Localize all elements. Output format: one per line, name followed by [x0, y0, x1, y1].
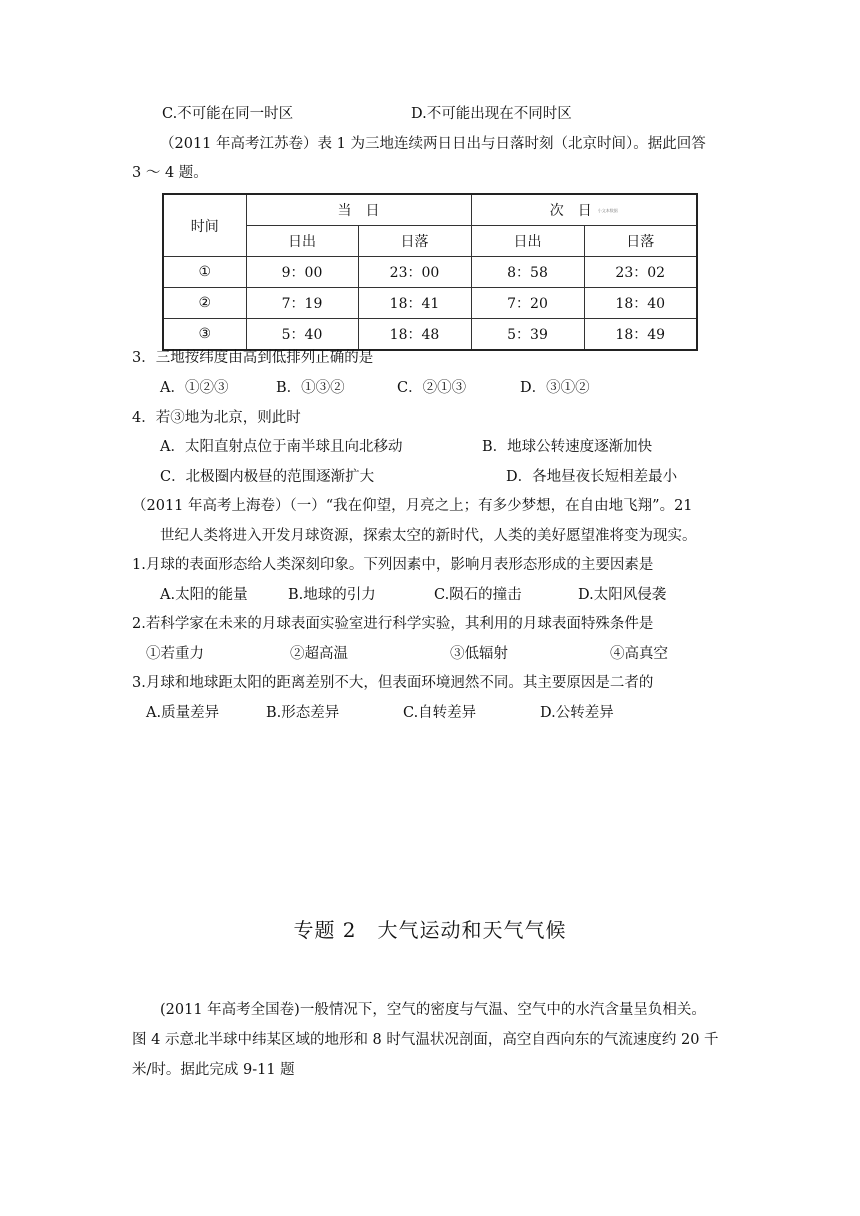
table-cell: 23：02 [584, 257, 697, 288]
moon-q2-stem: 2.若科学家在未来的月球表面实验室进行科学实验，其利用的月球表面特殊条件是 [132, 616, 654, 632]
intro-national-line1: (2011 年高考全国卷)一般情况下，空气的密度与气温、空气中的水汽含量呈负相关。 [160, 1002, 706, 1018]
moon-q2-option-3: ③低辐射 [450, 646, 508, 662]
table-day1-header: 当 日 [246, 194, 471, 226]
table-row-place: ② [163, 288, 246, 319]
option-c: C.不可能在同一时区 [162, 106, 294, 122]
moon-q3-option-b: B.形态差异 [266, 705, 340, 721]
moon-q3-stem: 3.月球和地球距太阳的距离差别不大，但表面环境迥然不同。其主要原因是二者的 [132, 675, 654, 691]
intro-jiangsu-line2: 3 ～ 4 题。 [132, 165, 208, 181]
moon-q1-option-b: B.地球的引力 [288, 587, 376, 603]
table-cell: 7：20 [471, 288, 584, 319]
q3-option-a: A．①②③ [160, 380, 229, 396]
table-cell: 18：40 [584, 288, 697, 319]
q3-option-d: D．③①② [520, 380, 590, 396]
table-day2-small-text: 小文本数据 [597, 208, 618, 213]
table-cell: 8：58 [471, 257, 584, 288]
intro-jiangsu-line1: （2011 年高考江苏卷）表 1 为三地连续两日日出与日落时刻（北京时间）。据此回答 [160, 136, 706, 152]
section-title: 专题 2 大气运动和天气气候 [293, 918, 567, 942]
intro-shanghai-line1: （2011 年高考上海卷）（一）“我在仰望，月亮之上；有多少梦想，在自由地飞翔”。21 [132, 498, 693, 514]
table-row [163, 319, 697, 351]
q4-option-d: D．各地昼夜长短相差最小 [506, 469, 678, 485]
table-corner-header: 时间 [163, 194, 246, 257]
q3-option-c: C．②①③ [397, 380, 467, 396]
q3-stem: 3．三地按纬度由高到低排列正确的是 [132, 350, 374, 366]
moon-q1-stem: 1.月球的表面形态给人类深刻印象。下列因素中，影响月表形态形成的主要因素是 [132, 557, 654, 573]
q4-option-a: A．太阳直射点位于南半球且向北移动 [160, 439, 403, 455]
table-row-place: ③ [163, 319, 246, 351]
moon-q2-option-1: ①若重力 [146, 646, 204, 662]
table-subheader: 日落 [584, 226, 697, 257]
q4-stem: 4．若③地为北京，则此时 [132, 410, 301, 426]
table-row-place: ① [163, 257, 246, 288]
table-row [163, 288, 697, 319]
table-day2-header [471, 194, 697, 226]
intro-shanghai-line2: 世纪人类将进入开发月球资源，探索太空的新时代，人类的美好愿望准将变为现实。 [160, 528, 697, 544]
table-subheader: 日出 [246, 226, 358, 257]
intro-national-line2: 图 4 示意北半球中纬某区域的地形和 8 时气温状况剖面，高空自西向东的气流速度约 20 千 [132, 1032, 719, 1048]
option-d: D.不可能出现在不同时区 [411, 106, 572, 122]
table-cell: 5：39 [471, 319, 584, 351]
table-cell: 5：40 [246, 319, 358, 351]
q4-option-c: C．北极圈内极昼的范围逐渐扩大 [160, 469, 375, 485]
q3-option-b: B．①③② [276, 380, 345, 396]
table-subheader: 日落 [358, 226, 471, 257]
moon-q2-option-4: ④高真空 [610, 646, 668, 662]
moon-q1-option-d: D.太阳风侵袭 [578, 587, 667, 603]
q4-option-b: B．地球公转速度逐渐加快 [482, 439, 653, 455]
table-cell: 23：00 [358, 257, 471, 288]
table-subheader: 日出 [471, 226, 584, 257]
intro-national-line3: 米/时。据此完成 9-11 题 [132, 1062, 295, 1078]
table-cell: 9：00 [246, 257, 358, 288]
moon-q1-option-c: C.陨石的撞击 [434, 587, 522, 603]
moon-q2-option-2: ②超高温 [290, 646, 348, 662]
table-row [163, 257, 697, 288]
table-cell: 18：48 [358, 319, 471, 351]
table-day2-label: 次 日 [549, 203, 592, 219]
moon-q3-option-d: D.公转差异 [540, 705, 614, 721]
moon-q1-option-a: A.太阳的能量 [160, 587, 248, 603]
sunrise-sunset-table [162, 193, 698, 351]
moon-q3-option-a: A.质量差异 [146, 705, 220, 721]
table-cell: 18：41 [358, 288, 471, 319]
moon-q3-option-c: C.自转差异 [403, 705, 477, 721]
table-cell: 7：19 [246, 288, 358, 319]
table-cell: 18：49 [584, 319, 697, 351]
